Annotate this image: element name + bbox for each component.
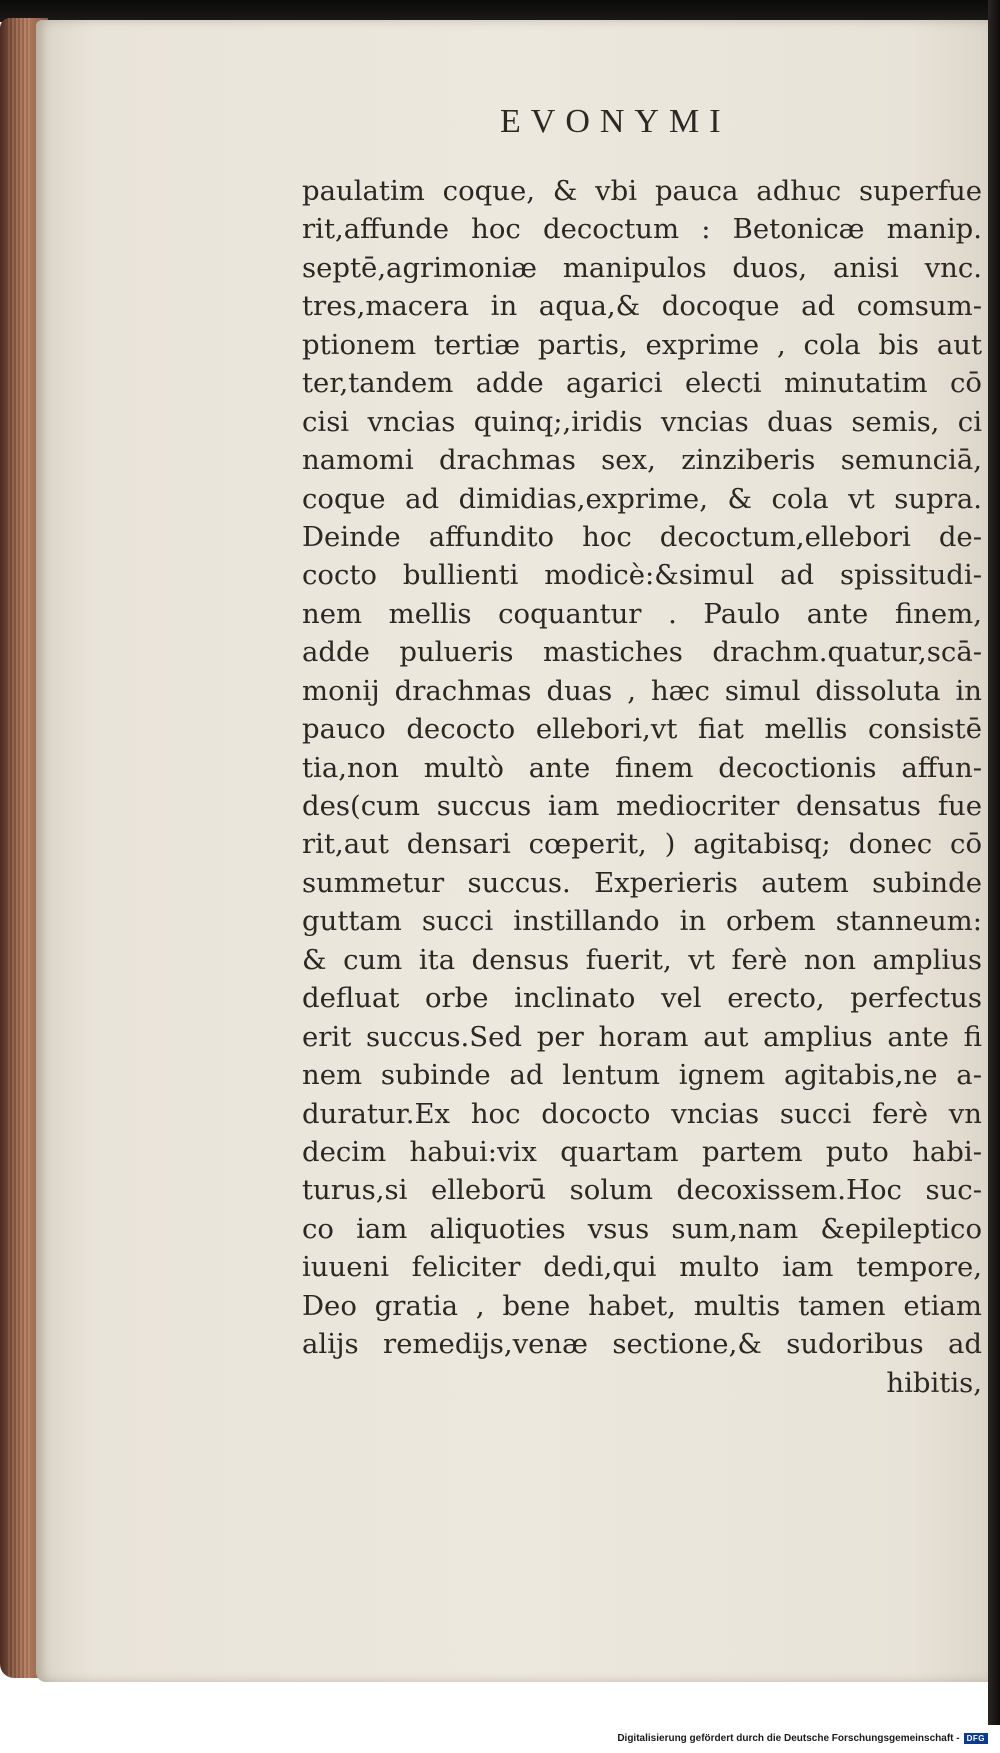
text-line: duratur.Ex hoc dococto vncias succi ferè vn bbox=[302, 1097, 982, 1130]
text-line: tia,non multò ante finem decoctionis affun- bbox=[302, 751, 982, 784]
text-line: rit,affunde hoc decoctum : Betonicæ manip. bbox=[302, 213, 982, 246]
text-line: nem subinde ad lentum ignem agitabis,ne a- bbox=[302, 1059, 982, 1092]
text-line: pauco decocto ellebori,vt fiat mellis consistē bbox=[302, 713, 982, 746]
credit-text: Digitalisierung gefördert durch die Deutsche Forschungsgemeinschaft - bbox=[617, 1733, 960, 1744]
text-line: & cum ita densus fuerit, vt ferè non amplius bbox=[302, 943, 982, 976]
text-line: des(cum succus iam mediocriter densatus fue bbox=[302, 790, 982, 822]
dfg-logo: DFG bbox=[964, 1733, 988, 1744]
page-body-text bbox=[302, 172, 982, 1402]
text-line: paulatim coque, & vbi pauca adhuc superfue bbox=[302, 175, 982, 207]
text-line: guttam succi instillando in orbem stanneum: bbox=[302, 905, 982, 938]
text-line: adde pulueris mastiches drachm.quatur,scā- bbox=[302, 636, 982, 669]
text-line: turus,si elleborū solum decoxissem.Hoc suc- bbox=[302, 1174, 982, 1207]
text-line: Deinde affundito hoc decoctum,ellebori de- bbox=[302, 520, 982, 553]
text-line: nem mellis coquantur . Paulo ante finem, bbox=[302, 597, 982, 630]
scan-top-border bbox=[0, 0, 1000, 22]
text-line: alijs remedijs,venæ sectione,& sudoribus ad bbox=[302, 1328, 982, 1361]
text-line: iuueni feliciter dedi,qui multo iam tempore, bbox=[302, 1251, 982, 1284]
text-line: defluat orbe inclinato vel erecto, perfectus bbox=[302, 982, 982, 1015]
text-line: septē,agrimoniæ manipulos duos, anisi vnc. bbox=[302, 251, 982, 284]
text-line: ter,tandem adde agarici electi minutatim cō bbox=[302, 367, 982, 400]
text-line: cisi vncias quinq;,iridis vncias duas semis, ci bbox=[302, 405, 982, 438]
text-line: ptionem tertiæ partis, exprime , cola bis aut bbox=[302, 328, 982, 361]
digitization-credit bbox=[617, 1733, 988, 1744]
text-line: hibitis, bbox=[886, 1366, 982, 1399]
text-line: namomi drachmas sex, zinziberis semunciā, bbox=[302, 444, 982, 477]
text-line: erit succus.Sed per horam aut amplius ante fi bbox=[302, 1020, 982, 1053]
text-line: rit,aut densari cœperit, ) agitabisq; donec cō bbox=[302, 828, 982, 861]
text-line: coque ad dimidias,exprime, & cola vt supra. bbox=[302, 482, 982, 515]
running-head: EVONYMI bbox=[500, 103, 731, 140]
text-line: cocto bullienti modicè:&simul ad spissitudi- bbox=[302, 559, 982, 592]
text-line: monij drachmas duas , hæc simul dissoluta in bbox=[302, 674, 982, 707]
text-line: Deo gratia , bene habet, multis tamen etiam bbox=[302, 1289, 982, 1322]
text-line: decim habui:vix quartam partem puto habi- bbox=[302, 1135, 982, 1168]
text-line: summetur succus. Experieris autem subinde bbox=[302, 866, 982, 899]
text-line: tres,macera in aqua,& docoque ad comsum- bbox=[302, 290, 982, 323]
scan-right-border bbox=[988, 0, 1000, 1725]
text-line: co iam aliquoties vsus sum,nam &epileptico bbox=[302, 1212, 982, 1245]
